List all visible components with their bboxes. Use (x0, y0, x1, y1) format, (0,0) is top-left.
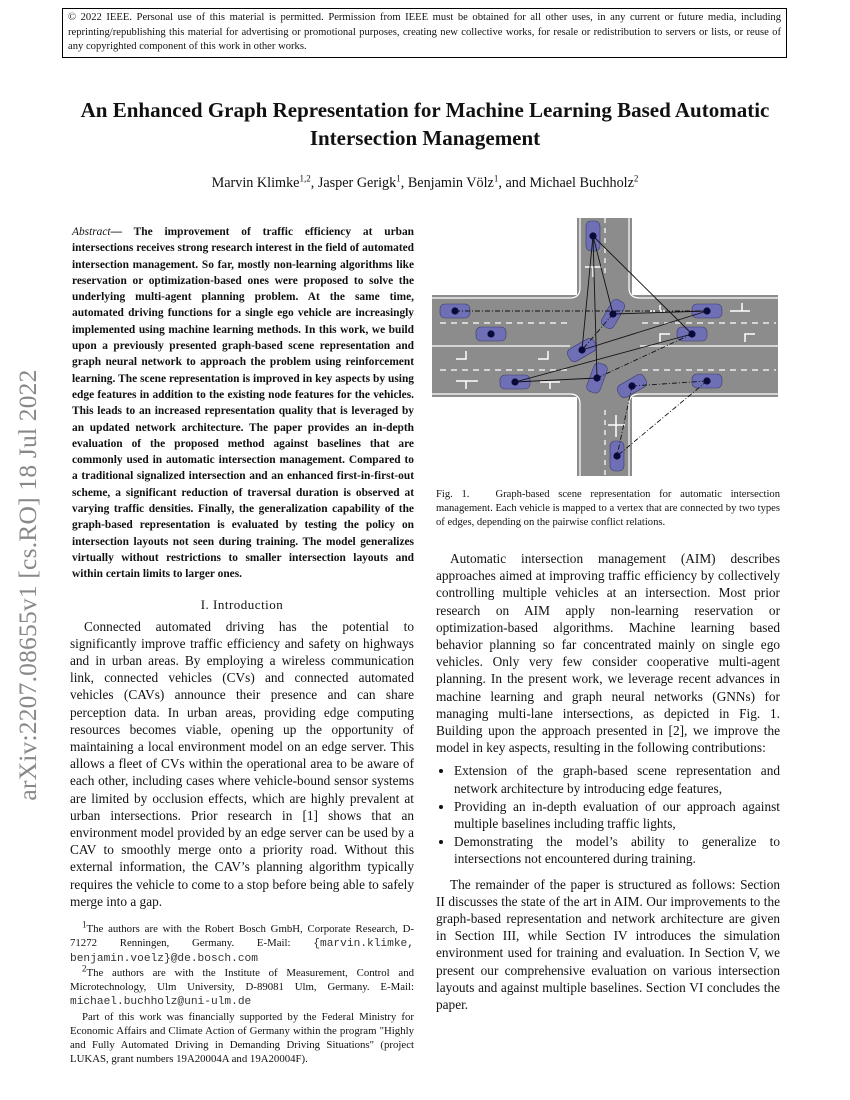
footnote-1: $^1$The authors are with the Robert Bosch GmbH, Corporate Research, D-71272 Renningen, Germany. E-Mail: {marvin.klimke, benjamin.voelz}@de.bosch.com (70, 919, 414, 966)
paper-structure (436, 876, 780, 1014)
intro-paragraph: Connected automated driving has the potential to significantly improve traffic efficiency and safety on highways and in urban areas. By employing a wireless communication link, connected vehicles (CVs) and connected automated vehicles (CAVs) announce their presence and can share perception data. In urban areas, providing edge computing resources becomes viable, opening up the opportunity of maintaining a local environment model on an edge server. This allows a fleet of CVs within the operational area to be aware of each other, including cases where vehicle-bound sensor systems are limited by occlusion effects, which are highly prevalent at urban intersections. Prior research in [1] shows that an environment model provided by an edge server can be used by a CAV to smoothly merge onto a priority road. Without this external information, the CAV’s planning algorithm typically requires the vehicle to come to a stop before being able to safely merge into a gap. (70, 618, 414, 909)
footnotes (70, 919, 414, 1066)
paper-title: An Enhanced Graph Representation for Machine Learning Based Automatic Intersection Management (80, 98, 770, 150)
author-name: Benjamin Völz (407, 175, 494, 191)
figure-caption (436, 488, 780, 530)
abstract-label: Abstract (72, 226, 111, 238)
structure-paragraph: The remainder of the paper is structured as follows: Section II discusses the state of the art in AIM. Our improvements to the graph-based representation and network architecture are given in Section III, while Section IV introduces the simulation environment used for training and evaluation. In Section V, we present our comprehensive evaluation on various intersection layouts and against multiple baselines. Section VI concludes the paper. (436, 876, 780, 1013)
copyright-notice: © 2022 IEEE. Personal use of this material is permitted. Permission from IEEE must be obtained for all other uses, in any current or future media, including reprinting/republishing this material for advertising or promotional purposes, creating new collective works, for resale or redistribution to servers or lists, or reuse of any copyrighted component of this work in other works. (62, 8, 787, 58)
email: {marvin.klimke, benjamin.voelz}@de.bosch.com (70, 938, 414, 966)
graph-node (613, 452, 620, 459)
graph-node (578, 346, 585, 353)
separator: , (310, 175, 318, 191)
graph-node (628, 382, 635, 389)
affiliation-mark: 1 (493, 173, 499, 184)
graph-node (451, 307, 458, 314)
abstract (72, 224, 414, 583)
roads (432, 218, 778, 476)
arxiv-identifier[interactable]: arXiv:2207.08655v1 [cs.RO] 18 Jul 2022 (13, 369, 42, 801)
author-list (60, 175, 790, 192)
footnote-2: $^2$The authors are with the Institute of Measurement, Control and Microtechnology, Ulm University, D-89081 Ulm, Germany. E-Mail: michael.buchholz@uni-ulm.de (70, 963, 414, 1009)
email: michael.buchholz@uni-ulm.de (70, 996, 252, 1009)
list-item: • Demonstrating the model’s ability to generalize to intersections not encountered during training. (454, 833, 780, 867)
graph-node (703, 377, 710, 384)
right-column (436, 215, 780, 1013)
graph-node (589, 232, 596, 239)
contributions-list (436, 762, 780, 867)
funding-note: Part of this work was financially supported by the Federal Ministry for Economic Affairs and Climate Action of Germany within the program "Highly and Fully Automated Driving in Demanding Driving Situations" (project LUKAS, grant numbers 19A20004A and 19A20004F). (70, 1010, 414, 1065)
separator: , and (498, 175, 530, 191)
author-name: Jasper Gerigk (317, 175, 397, 191)
graph-node (511, 378, 518, 385)
separator: , (400, 175, 408, 191)
abstract-text: — The improvement of traffic efficiency at urban intersections receives strong research interest in the field of automated intersection management. So far, mostly non-learning algorithms like reservation or optimization-based ones were proposed to solve the underlying multi-agent planning problem. At the same time, automated driving functions for a single ego vehicle are increasingly implemented using machine learning methods. In this work, we build upon a previously presented graph-based scene representation and graph neural network to approach the problem using reinforcement learning. The scene representation is improved in key aspects by using edge features in addition to the existing node features for the vehicles. This leads to an increased representation quality that is leveraged by an updated network architecture. The paper provides an in-depth evaluation of the proposed method against baselines that are commonly used in automatic intersection management. Compared to a traditional signalized intersection and an enhanced first-in-first-out scheme, a significant reduction of traversal duration is observed at varying traffic densities. Finally, the generalization capability of the graph-based representation is evaluated by testing the policy on intersection layouts not seen during training. The model generalizes virtually without restrictions to smaller intersection layouts and within certain limits to larger ones. (72, 226, 414, 581)
affiliation-mark: 1 (396, 173, 401, 184)
affiliation-mark: 1,2 (299, 173, 311, 184)
left-column (70, 224, 414, 1066)
right-column-intro (436, 550, 780, 874)
graph-node (609, 310, 616, 317)
figure-label: Fig. 1. (436, 489, 470, 500)
affiliation-mark: 2 (633, 173, 639, 184)
caption-text: Graph-based scene representation for automatic intersection management. Each vehicle is mapped to a vertex that are connected by two types of edges, depending on the pairwise conflict relations. (436, 489, 781, 528)
list-item: • Providing an in-depth evaluation of our approach against multiple baselines including traffic lights, (454, 798, 780, 832)
author-name: Michael Buchholz (529, 175, 634, 191)
graph-node (593, 374, 600, 381)
list-item: • Extension of the graph-based scene representation and network architecture by introducing edge features, (454, 762, 780, 796)
author-name: Marvin Klimke (211, 175, 300, 191)
graph-node (703, 307, 710, 314)
graph-node (688, 330, 695, 337)
aim-paragraph: Automatic intersection management (AIM) describes approaches aimed at improving traffic efficiency by collectively controlling multiple vehicles at an intersection. Most prior research on AIM apply non-learning reservation or optimization-based algorithms. Machine learning based behavior planning so far concentrated mainly on single ego vehicles. Only very few consider cooperative multi-agent planning. In the present work, we leverage recent advances in machine learning and graph neural networks (GNNs) for managing multi-lane intersections, as depicted in Fig. 1. Building upon the approach presented in [2], we improve the model in key aspects, resulting in the following contributions: (436, 551, 780, 756)
graph-node (487, 330, 494, 337)
intersection-figure (430, 215, 780, 480)
section-heading: I. Introduction (200, 596, 284, 612)
